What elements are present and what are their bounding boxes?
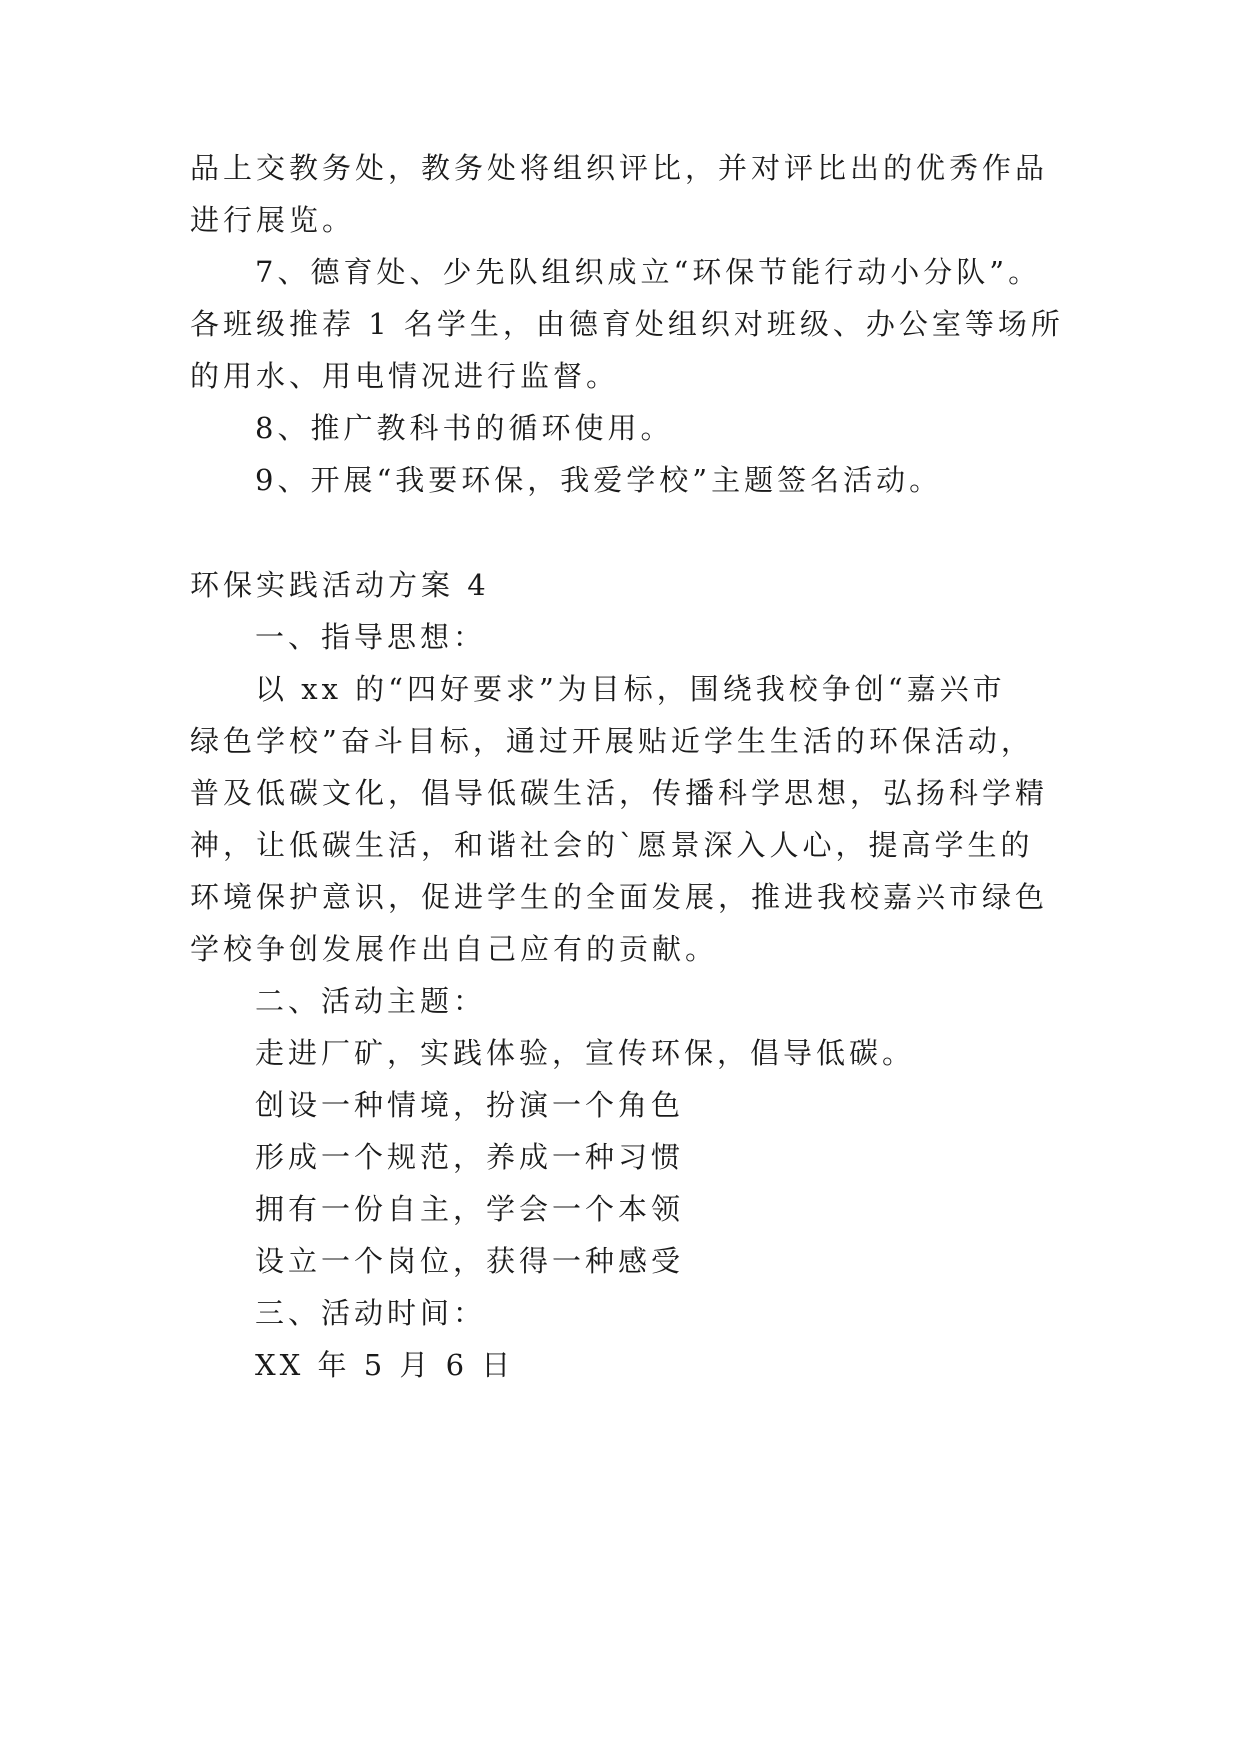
paragraph-line: XX 年 5 月 6 日 <box>255 1348 515 1382</box>
subsection-heading: 三、活动时间： <box>255 1296 487 1330</box>
paragraph-line: 绿色学校”奋斗目标，通过开展贴近学生生活的环保活动， <box>190 724 1034 758</box>
paragraph-line: 学校争创发展作出自己应有的贡献。 <box>190 932 719 966</box>
paragraph-line: 进行展览。 <box>190 203 356 237</box>
paragraph-line: 品上交教务处，教务处将组织评比，并对评比出的优秀作品 <box>190 151 1049 185</box>
subsection-heading: 一、指导思想： <box>255 620 487 654</box>
paragraph-line: 各班级推荐 1 名学生，由德育处组织对班级、办公室等场所 <box>190 307 1064 341</box>
paragraph-line: 7、德育处、少先队组织成立“环保节能行动小分队”。 <box>255 255 1042 289</box>
paragraph-line: 9、开展“我要环保，我爱学校”主题签名活动。 <box>255 463 943 497</box>
subsection-heading: 二、活动主题： <box>255 984 487 1018</box>
paragraph-line: 设立一个岗位，获得一种感受 <box>255 1244 685 1278</box>
paragraph-line: 创设一种情境，扮演一个角色 <box>255 1088 685 1122</box>
paragraph-line: 的用水、用电情况进行监督。 <box>190 359 620 393</box>
section-heading: 环保实践活动方案 4 <box>190 568 490 602</box>
paragraph-line: 拥有一份自主，学会一个本领 <box>255 1192 685 1226</box>
paragraph-line: 环境保护意识，促进学生的全面发展，推进我校嘉兴市绿色 <box>190 880 1049 914</box>
paragraph-line: 形成一个规范，养成一种习惯 <box>255 1140 685 1174</box>
paragraph-line: 8、推广教科书的循环使用。 <box>255 411 674 445</box>
paragraph-line: 走进厂矿，实践体验，宣传环保，倡导低碳。 <box>255 1036 916 1070</box>
paragraph-line: 普及低碳文化，倡导低碳生活，传播科学思想，弘扬科学精 <box>190 776 1049 810</box>
paragraph-line: 神，让低碳生活，和谐社会的`愿景深入人心，提高学生的 <box>190 828 1034 862</box>
paragraph-line: 以 xx 的“四好要求”为目标，围绕我校争创“嘉兴市 <box>255 672 1006 706</box>
